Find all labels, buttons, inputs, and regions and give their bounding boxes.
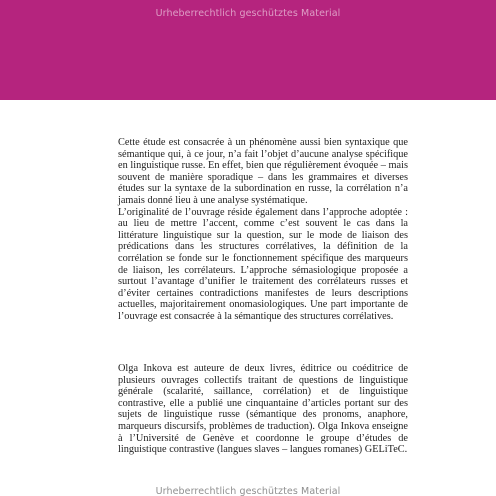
abstract-paragraph-1: Cette étude est consacrée à un phénomène aussi bien syntaxique que sémantique qui, à ce jour, n’a fait l’objet d’aucune analyse spécifique en linguistique russe. En effet, bien que régulièrement évoquée – mais souvent de manière sporadique – dans les grammaires et diverses études sur la syntaxe de la subordination en russe, la corrélation n’a jamais donné lieu à une analyse systématique. [118, 137, 408, 206]
author-biography: Olga Inkova est auteure de deux livres, éditrice ou coéditrice de plusieurs ouvrages collectifs traitant de questions de linguistique générale (scalarité, saillance, corrélation) et de linguistique contrastive, elle a publié une cinquantaine d’articles portant sur des sujets de linguistique russe (sémantique des pronoms, anaphore, marqueurs discursifs, problèmes de traduction). Olga Inkova enseigne à l’Université de Genève et coordonne le groupe d’études de linguistique contrastive (langues slaves – langues romanes) GELiTeC. [118, 363, 408, 456]
book-abstract [118, 137, 408, 323]
copyright-watermark-bottom: Urheberrechtlich geschütztes Material [155, 486, 341, 496]
abstract-paragraph-2: L’originalité de l’ouvrage réside également dans l’approche adoptée : au lieu de mettre l’accent, comme c’est souvent le cas dans la littérature linguistique sur la question, sur le mode de liaison des prédications dans les structures corrélatives, la définition de la corrélation se fonde sur le fonctionnement spécifique des marqueurs de liaison, les corrélateurs. L’approche sémasiologique proposée a surtout l’avantage d’unifier le traitement des corrélateurs russes et d’éviter certaines contradictions manifestes de leurs descriptions actuelles, majoritairement onomasiologiques. Une part importante de l’ouvrage est consacrée à la sémantique des structures corrélatives. [118, 206, 408, 322]
copyright-watermark-top: Urheberrechtlich geschütztes Material [155, 8, 341, 19]
